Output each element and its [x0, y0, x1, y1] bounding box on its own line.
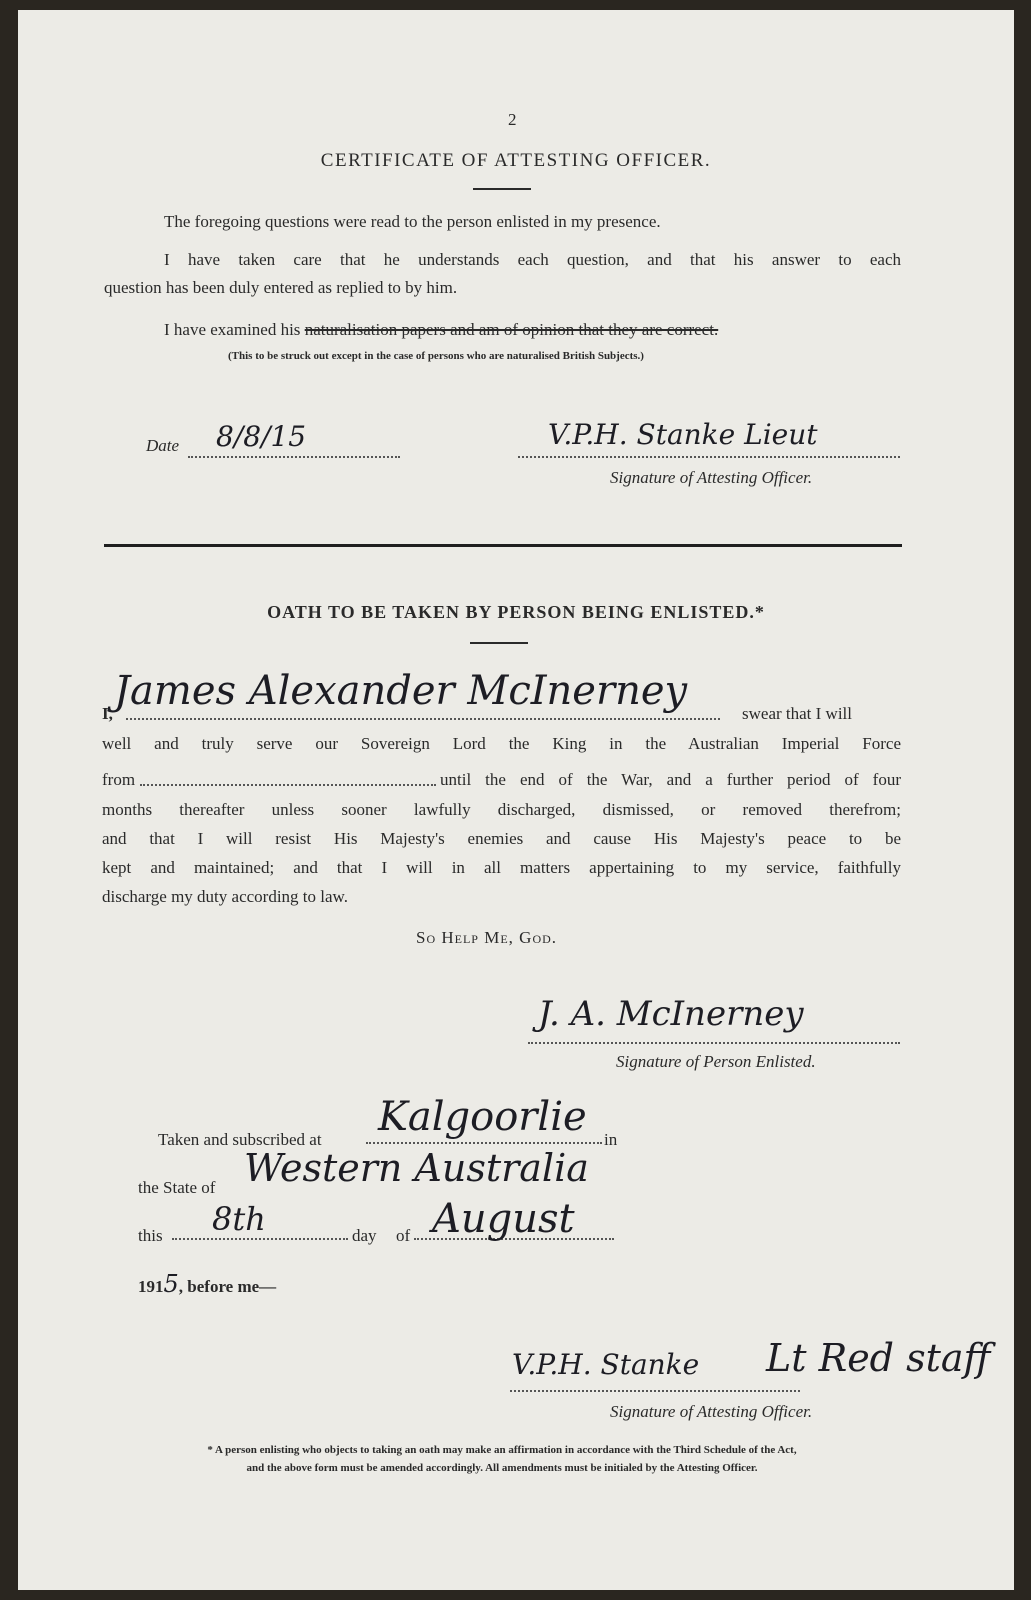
oath-line-7: discharge my duty according to law. — [102, 887, 348, 906]
place-handwritten: Kalgoorlie — [378, 1094, 587, 1140]
this-label: this — [138, 1226, 163, 1245]
in-label: in — [604, 1130, 618, 1149]
officer-signature-handwritten: V.P.H. Stanke Lieut — [548, 418, 818, 451]
final-officer-signature-handwritten: V.P.H. Stanke — [512, 1348, 700, 1381]
from-field-line — [140, 770, 436, 786]
naturalisation-prefix: I have examined his — [164, 320, 305, 339]
final-officer-rank-handwritten: Lt Red staff — [766, 1336, 991, 1380]
officer-signature-label: Signature of Attesting Officer. — [610, 468, 813, 487]
final-signature-label: Signature of Attesting Officer. — [610, 1402, 813, 1421]
day-handwritten: 8th — [212, 1200, 266, 1238]
footnote-line-2: and the above form must be amended accordingly. All amendments must be initialed by the Attesting Officer. — [246, 1462, 758, 1474]
certificate-line-2a: I have taken care that he understands each question, and that his answer to each — [164, 250, 901, 269]
section-divider — [104, 544, 902, 547]
day-label: day — [352, 1226, 377, 1245]
certificate-line-2b: question has been duly entered as replied to by him. — [104, 278, 458, 297]
before-me: , before me— — [178, 1277, 277, 1296]
date-label: Date — [146, 436, 180, 455]
strike-out-note: (This to be struck out except in the case of persons who are naturalised British Subjects.) — [228, 350, 644, 362]
of-label: of — [396, 1226, 411, 1245]
date-handwritten: 8/8/15 — [216, 420, 307, 453]
oath-line-4: months thereafter unless sooner lawfully discharged, dismissed, or removed therefrom; — [102, 800, 901, 819]
state-label: the State of — [138, 1178, 216, 1197]
year-line — [138, 1270, 276, 1301]
document-page — [18, 10, 1014, 1590]
oath-line-6: kept and maintained; and that I will in all matters appertaining to my service, faithfully — [102, 858, 901, 877]
year-prefix: 191 — [138, 1277, 164, 1296]
oath-from: from — [102, 770, 136, 789]
oath-line-3: until the end of the War, and a further period of four — [440, 770, 901, 789]
certificate-title: CERTIFICATE OF ATTESTING OFFICER. — [320, 150, 712, 171]
taken-label: Taken and subscribed at — [158, 1130, 322, 1149]
certificate-line-3 — [164, 316, 718, 344]
oath-i: I, — [102, 704, 113, 723]
title-divider — [473, 188, 531, 190]
oath-swear: swear that I will — [742, 704, 852, 723]
oath-divider — [470, 642, 528, 644]
enlistee-name-handwritten: James Alexander McInerney — [114, 668, 688, 714]
footnote-line-1: * A person enlisting who objects to taking an oath may make an affirmation in accordance with the Third Schedule of the Act, — [207, 1444, 797, 1456]
oath-line-5: and that I will resist His Majesty's enemies and cause His Majesty's peace to be — [102, 829, 901, 848]
state-handwritten: Western Australia — [244, 1146, 589, 1190]
year-digit-handwritten: 5 — [163, 1270, 179, 1298]
oath-line-2: well and truly serve our Sovereign Lord the King in the Australian Imperial Force — [102, 734, 901, 753]
certificate-line-1: The foregoing questions were read to the person enlisted in my presence. — [164, 212, 661, 231]
so-help-me-god: So Help Me, God. — [416, 928, 558, 947]
month-handwritten: August — [432, 1196, 575, 1242]
naturalisation-struck-text: naturalisation papers and am of opinion that they are correct. — [304, 320, 719, 339]
oath-title: OATH TO BE TAKEN BY PERSON BEING ENLISTED.* — [267, 602, 765, 622]
enlistee-signature-label: Signature of Person Enlisted. — [616, 1052, 816, 1071]
page-number: 2 — [508, 110, 517, 129]
enlistee-signature-handwritten: J. A. McInerney — [538, 994, 804, 1034]
